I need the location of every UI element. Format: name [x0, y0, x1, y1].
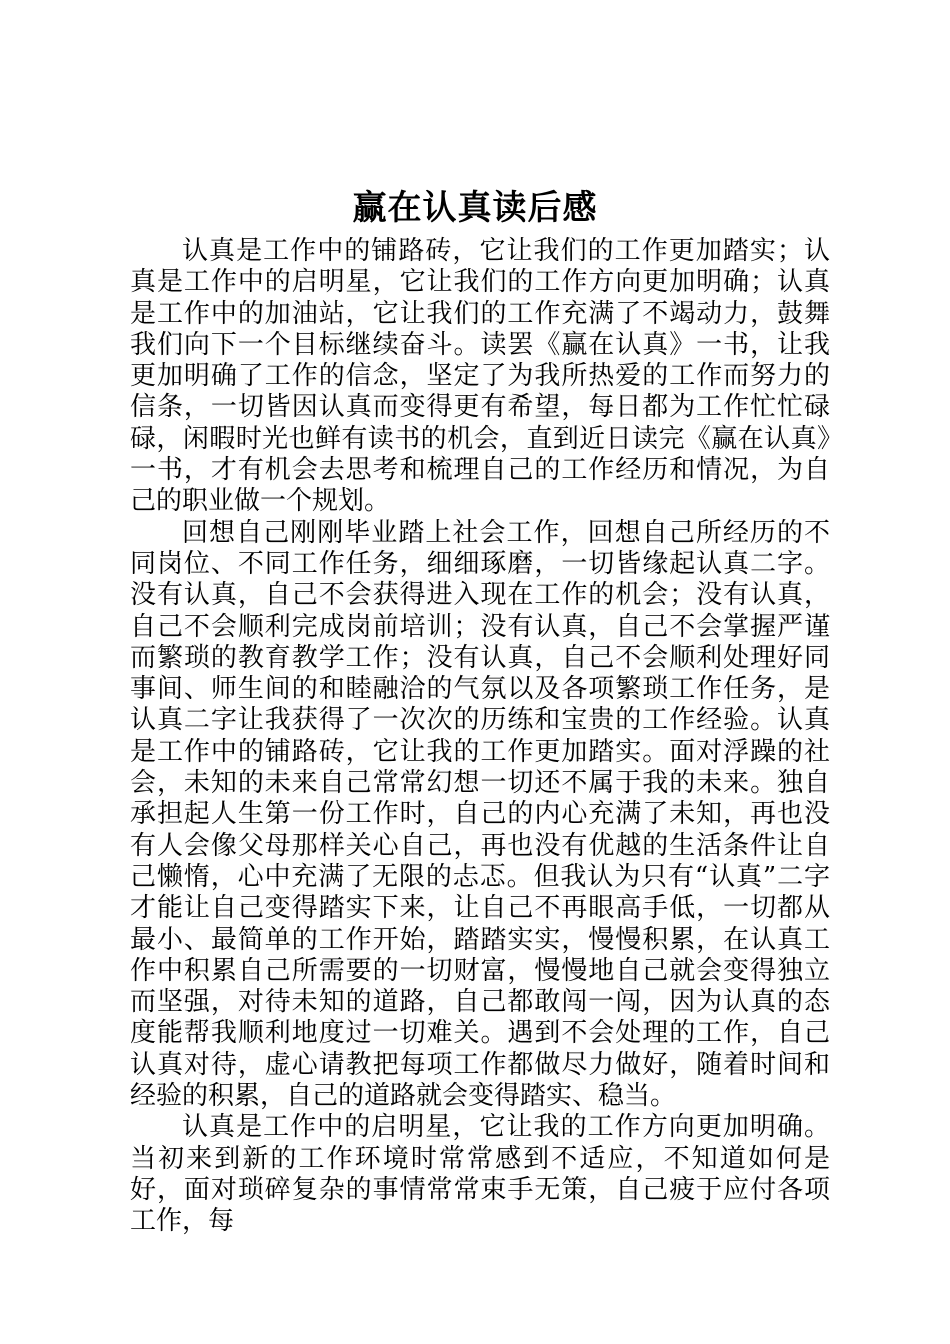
paragraph-2: 回想自己刚刚毕业踏上社会工作，回想自己所经历的不同岗位、不同工作任务，细细琢磨，一切皆缘起认真二字。没有认真，自己不会获得进入现在工作的机会；没有认真，自己不会顺利完成岗前培训；没有认真，自己不会掌握严谨而繁琐的教育教学工作；没有认真，自己不会顺利处理好同事间、师生间的和睦融洽的气氛以及各项繁琐工作任务，是认真二字让我获得了一次次的历练和宝贵的工作经验。认真是工作中的铺路砖，它让我的工作更加踏实。面对浮躁的社会，未知的未来自己常常幻想一切还不属于我的未来。独自承担起人生第一份工作时，自己的内心充满了未知，再也没有人会像父母那样关心自己，再也没有优越的生活条件让自己懒惰，心中充满了无限的忐忑。但我认为只有“认真”二字才能让自己变得踏实下来，让自己不再眼高手低，一切都从最小、最简单的工作开始，踏踏实实，慢慢积累，在认真工作中积累自己所需要的一切财富，慢慢地自己就会变得独立而坚强，对待未知的道路，自己都敢闯一闯，因为认真的态度能帮我顺利地度过一切难关。遇到不会处理的工作，自己认真对待，虚心请教把每项工作都做尽力做好，随着时间和经验的积累，自己的道路就会变得踏实、稳当。: [130, 517, 830, 1112]
paragraph-3: 认真是工作中的启明星，它让我的工作方向更加明确。当初来到新的工作环境时常常感到不适应，不知道如何是好，面对琐碎复杂的事情常常束手无策，自己疲于应付各项工作，每: [130, 1112, 830, 1237]
document-body: [130, 236, 830, 1238]
document-title: 赢在认真读后感: [352, 188, 598, 228]
paragraph-1: 认真是工作中的铺路砖，它让我们的工作更加踏实；认真是工作中的启明星，它让我们的工作方向更加明确；认真是工作中的加油站，它让我们的工作充满了不竭动力，鼓舞我们向下一个目标继续奋斗。读罢《赢在认真》一书，让我更加明确了工作的信念，坚定了为我所热爱的工作而努力的信条，一切皆因认真而变得更有希望，每日都为工作忙忙碌碌，闲暇时光也鲜有读书的机会，直到近日读完《赢在认真》一书，才有机会去思考和梳理自己的工作经历和情况，为自己的职业做一个规划。: [130, 236, 830, 517]
